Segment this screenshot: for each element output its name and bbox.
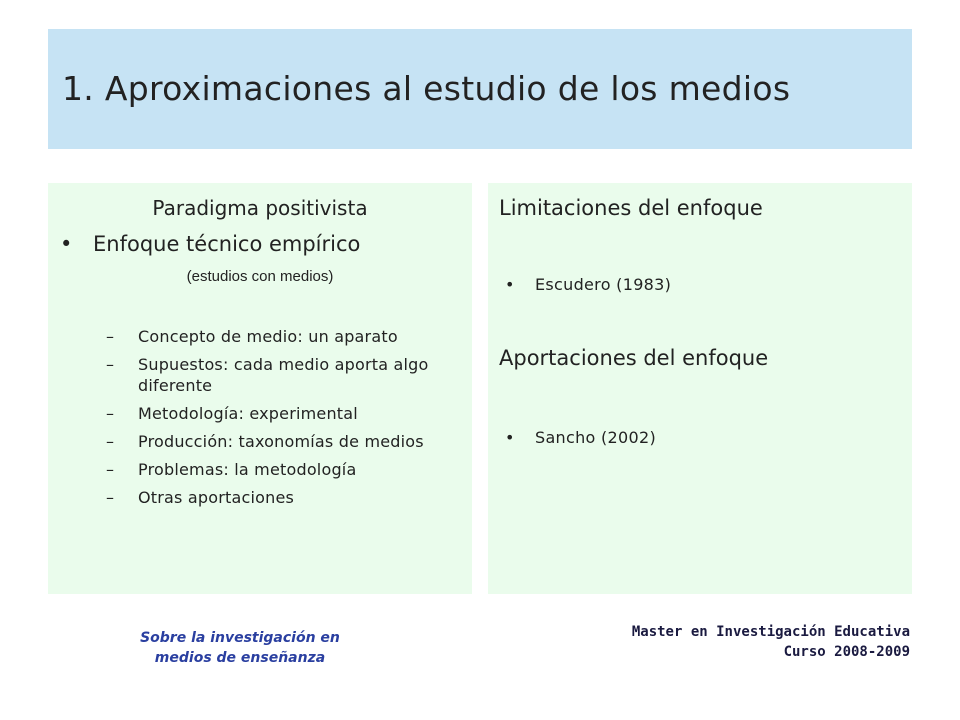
left-panel-heading: Paradigma positivista	[152, 196, 368, 220]
left-panel	[48, 183, 472, 594]
footer-left-line2: medios de enseñanza	[154, 650, 326, 666]
list-item-text: Supuestos: cada medio aporta algo diferente	[138, 355, 429, 395]
list-item	[106, 487, 451, 508]
footer-right-line1: Master en Investigación Educativa	[631, 624, 910, 640]
bullet-marker: •	[505, 428, 515, 447]
list-item	[106, 403, 451, 424]
footer-right-line2: Curso 2008-2009	[783, 644, 910, 660]
list-item-text: Otras aportaciones	[138, 488, 295, 507]
list-item-text: Metodología: experimental	[138, 404, 358, 423]
contributions-heading: Aportaciones del enfoque	[499, 346, 769, 370]
dash-marker: –	[106, 432, 115, 451]
left-panel-subnote: (estudios con medios)	[186, 268, 334, 285]
dash-marker: –	[106, 327, 115, 346]
right-panel	[488, 183, 912, 594]
bullet-marker: •	[505, 275, 515, 294]
list-item-text: Problemas: la metodología	[138, 460, 357, 479]
left-panel-bullet	[60, 232, 360, 256]
list-item-text: Concepto de medio: un aparato	[138, 327, 398, 346]
footer-left-line1: Sobre la investigación en	[140, 630, 340, 646]
left-panel-bullet-text: Enfoque técnico empírico	[93, 232, 361, 256]
dash-list	[106, 326, 451, 515]
dash-marker: –	[106, 460, 115, 479]
footer-right	[632, 622, 910, 662]
contributions-item	[505, 428, 656, 447]
limitations-heading: Limitaciones del enfoque	[499, 196, 763, 220]
bullet-marker: •	[60, 232, 73, 256]
slide-title: 1. Aproximaciones al estudio de los medios	[62, 69, 791, 108]
dash-marker: –	[106, 355, 115, 374]
list-item	[106, 354, 451, 396]
limitations-item-text: Escudero (1983)	[535, 275, 672, 294]
contributions-item-text: Sancho (2002)	[535, 428, 657, 447]
footer-left	[120, 628, 360, 668]
list-item	[106, 459, 451, 480]
list-item-text: Producción: taxonomías de medios	[138, 432, 424, 451]
limitations-item	[505, 275, 671, 294]
dash-marker: –	[106, 488, 115, 507]
dash-marker: –	[106, 404, 115, 423]
title-bar	[48, 29, 912, 149]
list-item	[106, 431, 451, 452]
list-item	[106, 326, 451, 347]
